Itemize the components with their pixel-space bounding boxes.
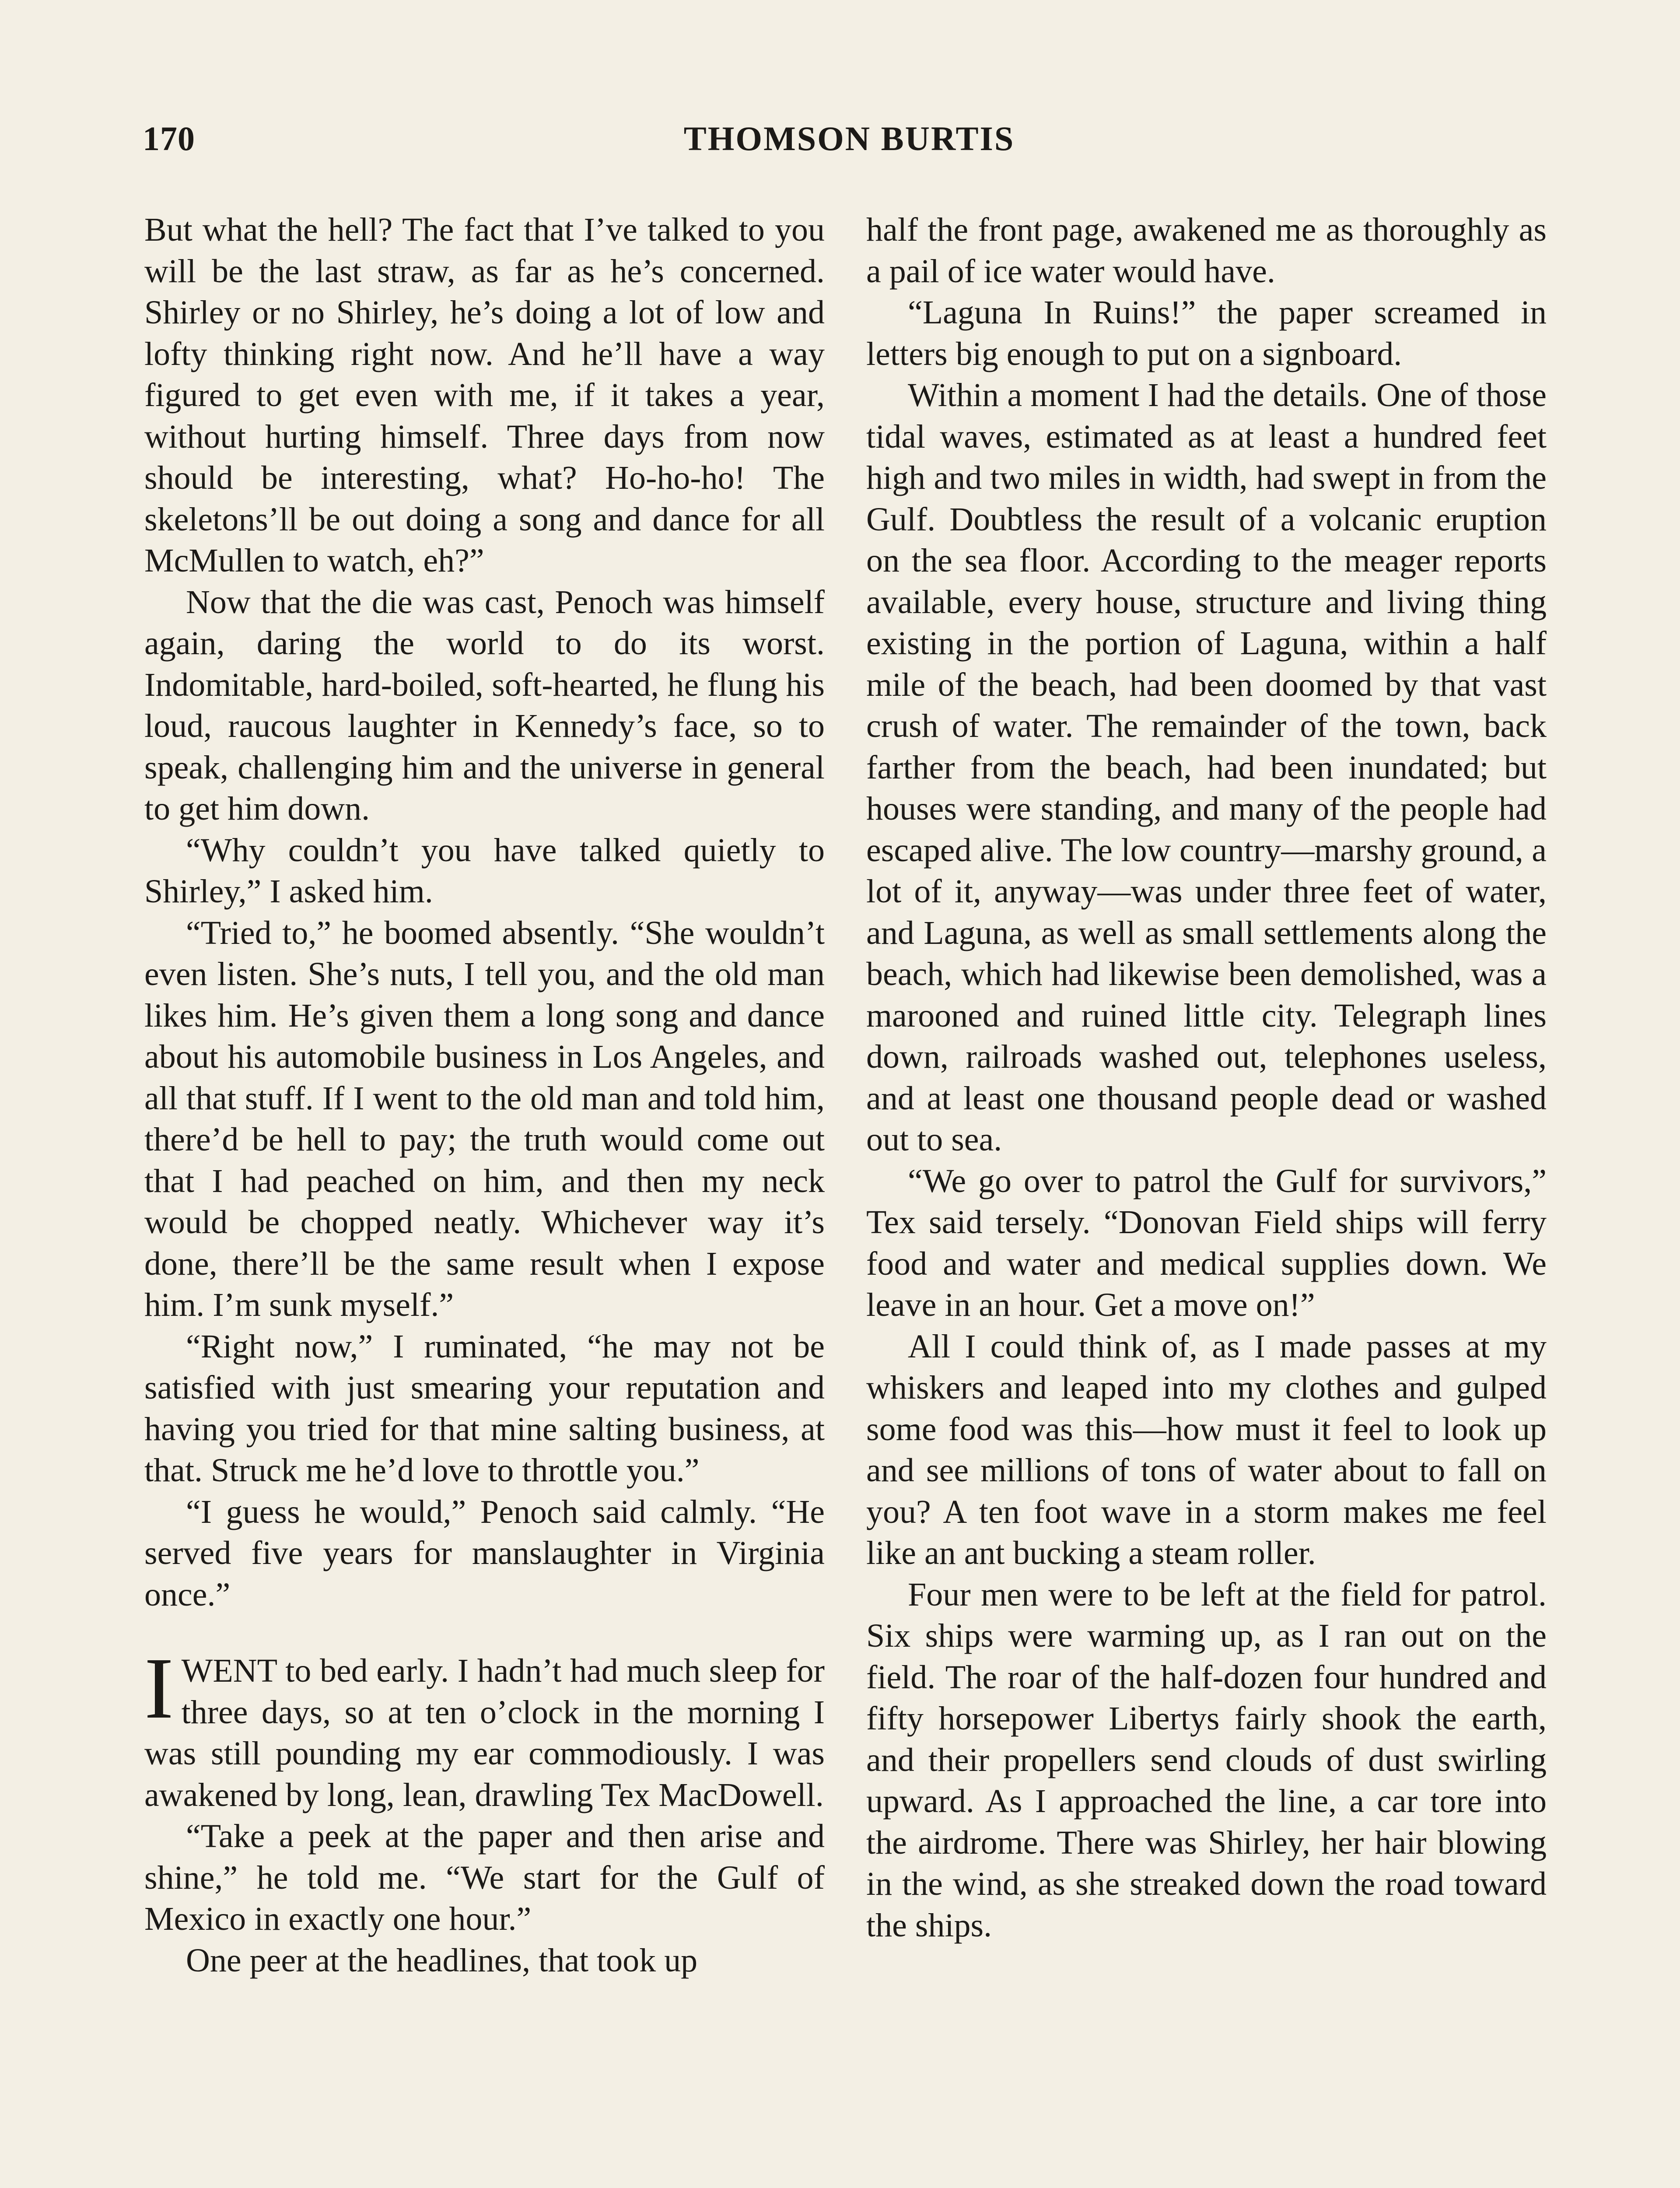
paragraph: “Tried to,” he boomed absently. “She wouldn’t even listen. She’s nuts, I tell you, and the old man likes him. He’s given them a long song and dance about his automobile business in Los Angeles, and all that stuff. If I went to the old man and told him, there’d be hell to pay; the truth would come out that I had peached on him, and then my neck would be chopped neatly. Whichever way it’s done, there’ll be the same result when I expose him. I’m sunk myself.” — [144, 914, 825, 1323]
paragraph: “We go over to patrol the Gulf for survivors,” Tex said tersely. “Donovan Field ships will ferry food and water and medical supplies down. We leave in an hour. Get a move on!” — [866, 1162, 1547, 1323]
left-column — [144, 209, 825, 1981]
paragraph: “Why couldn’t you have talked quietly to Shirley,” I asked him. — [144, 831, 825, 910]
right-column — [866, 209, 1547, 1946]
paragraph-continuation: half the front page, awakened me as thoroughly as a pail of ice water would have. — [866, 211, 1547, 290]
paragraph: Four men were to be left at the field for patrol. Six ships were warming up, as I ran out on the field. The roar of the half-dozen four hundred and fifty horsepower Libertys fairly shook the earth, and their propellers send clouds of dust swirling upward. As I approached the line, a car tore into the airdrome. There was Shirley, her hair blowing in the wind, as she streaked down the road toward the ships. — [866, 1576, 1547, 1944]
paragraph: But what the hell? The fact that I’ve talked to you will be the last straw, as far as he’s concerned. Shirley or no Shirley, he’s doing a lot of low and lofty thinking right now. And he’ll have a way figured to get even with me, if it takes a year, without hurting himself. Three days from now should be interesting, what? Ho-ho-ho! The skeletons’ll be out doing a song and dance for all McMullen to watch, eh?” — [144, 211, 825, 579]
drop-cap: I — [144, 1640, 174, 1737]
section-opening-paragraph — [144, 1640, 825, 1816]
paragraph: “Take a peek at the paper and then arise and shine,” he told me. “We start for the Gulf of Mexico in exactly one hour.” — [144, 1818, 825, 1937]
paragraph: “I guess he would,” Penoch said calmly. “He served five years for manslaughter in Virginia once.” — [144, 1493, 825, 1613]
paragraph: “Laguna In Ruins!” the paper screamed in letters big enough to put on a signboard. — [866, 294, 1547, 372]
page-number: 170 — [143, 119, 195, 158]
page-header — [143, 119, 1556, 172]
section-opening-text: WENT to bed early. I hadn’t had much sleep for three days, so at ten o’clock in the morning I was still pounding my ear commodiously. I was awakened by long, lean, drawling Tex MacDowell. — [144, 1652, 825, 1813]
paragraph: Now that the die was cast, Penoch was himself again, daring the world to do its worst. Indomitable, hard-boiled, soft-hearted, he flung his loud, raucous laughter in Kennedy’s face, so to speak, challenging him and the universe in general to get him down. — [144, 583, 825, 827]
running-head: THOMSON BURTIS — [683, 119, 1015, 158]
paragraph: One peer at the headlines, that took up — [186, 1942, 698, 1979]
paragraph: Within a moment I had the details. One of those tidal waves, estimated as at least a hundred feet high and two miles in width, had swept in from the Gulf. Doubtless the result of a volcanic eruption on the sea floor. According to the meager reports available, every house, structure and living thing existing in the portion of Laguna, within a half mile of the beach, had been doomed by that vast crush of water. The remainder of the town, back farther from the beach, had been inundated; but houses were standing, and many of the people had escaped alive. The low country—marshy ground, a lot of it, anyway—was under three feet of water, and Laguna, as well as small settlements along the beach, which had likewise been demolished, was a marooned and ruined little city. Telegraph lines down, railroads washed out, telephones useless, and at least one thousand people dead or washed out to sea. — [866, 377, 1547, 1158]
paragraph: All I could think of, as I made passes at my whiskers and leaped into my clothes and gulped some food was this—how must it feel to look up and see millions of tons of water about to fall on you? A ten foot wave in a storm makes me feel like an ant bucking a steam roller. — [866, 1328, 1547, 1571]
paragraph: “Right now,” I ruminated, “he may not be satisfied with just smearing your reputation and having you tried for that mine salting business, at that. Struck me he’d love to throttle you.” — [144, 1328, 825, 1489]
